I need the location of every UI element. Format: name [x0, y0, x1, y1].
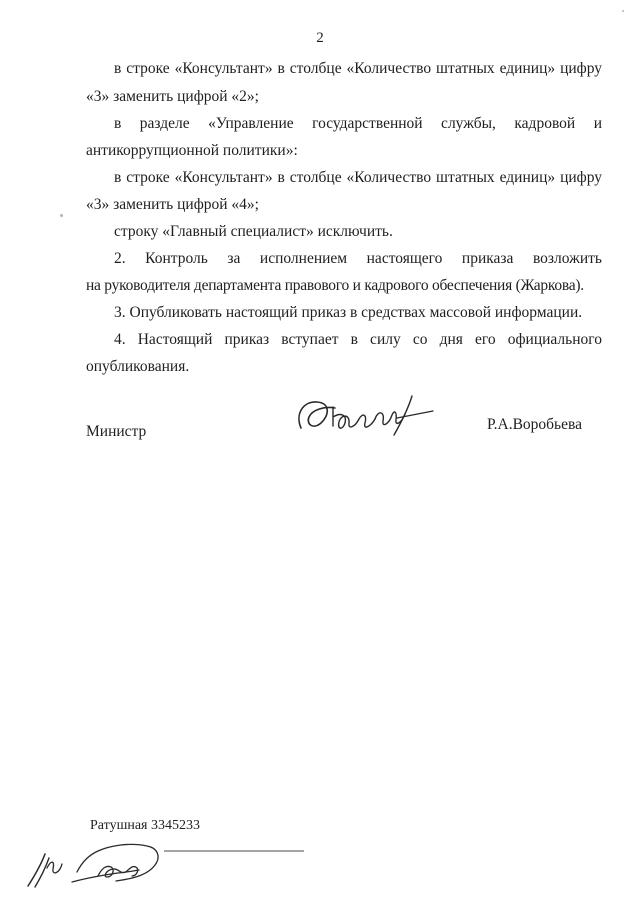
signatory-name: Р.А.Воробьева: [486, 416, 582, 433]
scan-speck: [622, 10, 624, 12]
document-line-6: «3» заменить цифрой «4»;: [86, 196, 259, 213]
document-line-11: 4. Настоящий приказ вступает в силу со дня его официального: [114, 331, 602, 348]
executor-contact: Ратушная 3345233: [90, 818, 200, 833]
handwritten-signature-icon: [291, 390, 441, 442]
handwritten-visa-icon: [25, 836, 195, 905]
document-line-10: 3. Опубликовать настоящий приказ в средствах массовой информации.: [114, 304, 583, 321]
signatory-title: Министр: [86, 423, 147, 440]
signature-block: [86, 390, 602, 450]
document-line-3: в разделе «Управление государственной службы, кадровой и: [114, 115, 602, 132]
document-line-1: в строке «Консультант» в столбце «Количество штатных единиц» цифру: [114, 60, 602, 77]
scan-speck: [60, 214, 63, 217]
document-line-9: на руководителя департамента правового и кадрового обеспечения (Жаркова).: [86, 277, 584, 294]
document-line-5: в строке «Консультант» в столбце «Количество штатных единиц» цифру: [114, 169, 602, 186]
page-number: 2: [316, 30, 324, 46]
document-line-2: «3» заменить цифрой «2»;: [86, 88, 259, 105]
document-line-7: строку «Главный специалист» исключить.: [114, 223, 393, 240]
document-line-8: 2. Контроль за исполнением настоящего приказа возложить: [114, 250, 602, 267]
document-line-12: опубликования.: [86, 358, 190, 375]
document-line-4: антикоррупционной политики»:: [86, 142, 298, 159]
